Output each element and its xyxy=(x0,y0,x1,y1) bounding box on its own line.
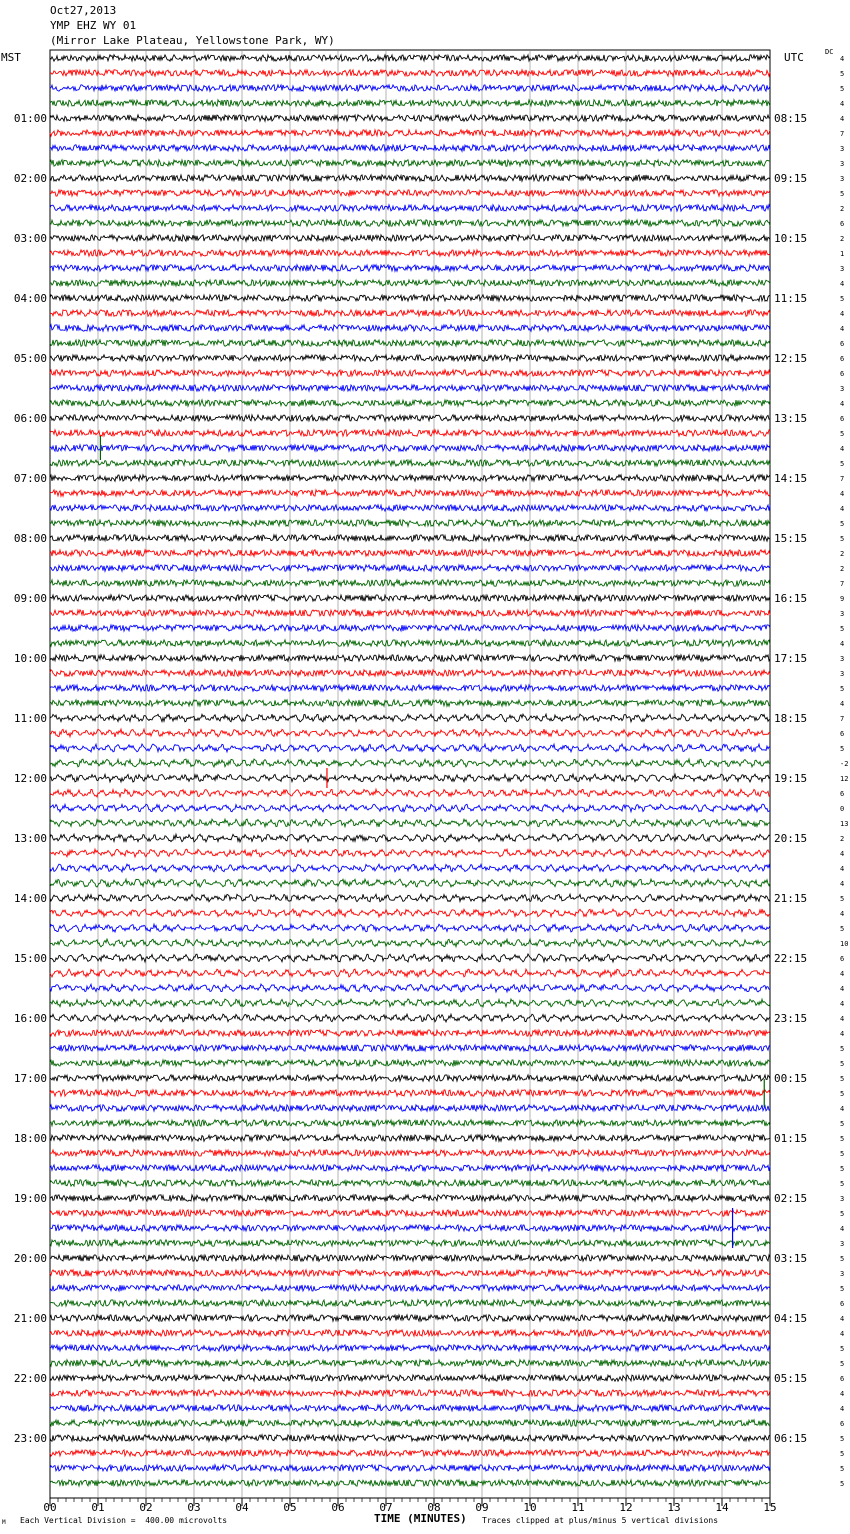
dc-offset-label: 9 xyxy=(840,595,845,603)
right-zone-label: UTC xyxy=(784,51,804,64)
left-time-label: 04:00 xyxy=(13,292,47,305)
dc-offset-label: 4 xyxy=(840,400,845,408)
trace-line xyxy=(50,355,770,361)
right-time-label: 20:15 xyxy=(774,832,808,845)
dc-offset-label: 4 xyxy=(840,55,845,63)
dc-offset-label: 12 xyxy=(840,775,849,783)
dc-offset-label: 5 xyxy=(840,1060,845,1068)
dc-offset-label: 3 xyxy=(840,610,845,618)
trace-line xyxy=(50,819,770,827)
right-time-label: 05:15 xyxy=(774,1372,808,1385)
dc-offset-label: 1 xyxy=(840,250,845,258)
dc-offset-label: 4 xyxy=(840,1405,845,1413)
dc-offset-label: 5 xyxy=(840,1150,845,1158)
left-time-label: 16:00 xyxy=(13,1012,47,1025)
trace-line xyxy=(50,340,770,346)
x-tick-label: 03 xyxy=(187,1501,201,1514)
dc-offset-label: 4 xyxy=(840,115,845,123)
dc-offset-label: 6 xyxy=(840,1375,845,1383)
trace-line xyxy=(50,1045,770,1051)
trace-line xyxy=(50,1060,770,1066)
trace-line xyxy=(50,1030,770,1036)
trace-line xyxy=(50,1300,770,1306)
right-time-label: 18:15 xyxy=(774,712,808,725)
dc-offset-label: 4 xyxy=(840,1105,845,1113)
left-time-label: 05:00 xyxy=(13,352,47,365)
trace-line xyxy=(50,1135,770,1141)
trace-line xyxy=(50,595,770,601)
trace-line xyxy=(50,939,770,947)
dc-offset-label: 4 xyxy=(840,310,845,318)
dc-offset-label: 5 xyxy=(840,1135,845,1143)
x-tick-label: 06 xyxy=(331,1501,345,1514)
left-time-label: 23:00 xyxy=(13,1432,47,1445)
trace-line xyxy=(50,729,770,737)
trace-line xyxy=(50,954,770,962)
trace-line xyxy=(50,1450,770,1456)
x-tick-label: 08 xyxy=(427,1501,441,1514)
dc-offset-label: 4 xyxy=(840,850,845,858)
trace-line xyxy=(50,415,770,421)
trace-line xyxy=(50,759,770,767)
dc-offset-label: 4 xyxy=(840,1225,845,1233)
trace-line xyxy=(50,909,770,917)
trace-line xyxy=(50,834,770,842)
left-time-label: 12:00 xyxy=(13,772,47,785)
right-time-label: 19:15 xyxy=(774,772,808,785)
right-time-label: 01:15 xyxy=(774,1132,808,1145)
trace-line xyxy=(50,460,770,466)
dc-offset-label: 5 xyxy=(840,1255,845,1263)
corner-mark: M xyxy=(2,1519,6,1526)
trace-line xyxy=(50,1240,770,1246)
dc-offset-label: 5 xyxy=(840,70,845,78)
trace-line xyxy=(50,1120,770,1126)
dc-offset-label: 6 xyxy=(840,1420,845,1428)
dc-offset-label: 5 xyxy=(840,1360,845,1368)
dc-offset-label: 4 xyxy=(840,325,845,333)
trace-line xyxy=(50,220,770,226)
dc-offset-label: 4 xyxy=(840,970,845,978)
trace-line xyxy=(50,550,770,556)
trace-line xyxy=(50,685,770,691)
header-location: (Mirror Lake Plateau, Yellowstone Park, WY) xyxy=(50,34,335,47)
trace-line xyxy=(50,160,770,166)
trace-line xyxy=(50,100,770,106)
trace-line xyxy=(50,1375,770,1381)
trace-line xyxy=(50,1360,770,1366)
dc-offset-label: 5 xyxy=(840,1465,845,1473)
x-tick-label: 13 xyxy=(667,1501,681,1514)
dc-offset-label: 3 xyxy=(840,1240,845,1248)
right-time-label: 12:15 xyxy=(774,352,808,365)
dc-offset-label: 2 xyxy=(840,205,845,213)
trace-line xyxy=(50,1420,770,1426)
right-time-label: 16:15 xyxy=(774,592,808,605)
trace-line xyxy=(50,655,770,661)
dc-offset-label: 5 xyxy=(840,895,845,903)
left-time-label: 07:00 xyxy=(13,472,47,485)
trace-line xyxy=(50,1315,770,1321)
trace-line xyxy=(50,625,770,631)
dc-offset-label: 4 xyxy=(840,1315,845,1323)
trace-line xyxy=(50,1435,770,1441)
right-time-label: 13:15 xyxy=(774,412,808,425)
clip-note: Traces clipped at plus/minus 5 vertical divisions xyxy=(482,1516,719,1525)
trace-line xyxy=(50,1390,770,1396)
dc-offset-label: 6 xyxy=(840,340,845,348)
dc-offset-label: 2 xyxy=(840,550,845,558)
header-date: Oct27,2013 xyxy=(50,4,117,17)
right-time-label: 11:15 xyxy=(774,292,808,305)
right-time-label: 00:15 xyxy=(774,1072,808,1085)
trace-line xyxy=(50,505,770,511)
left-time-label: 13:00 xyxy=(13,832,47,845)
trace-line xyxy=(50,445,770,451)
trace-line xyxy=(50,1014,770,1022)
x-tick-label: 11 xyxy=(571,1501,585,1514)
trace-line xyxy=(50,700,770,706)
dc-offset-label: 3 xyxy=(840,655,845,663)
x-tick-label: 00 xyxy=(43,1501,57,1514)
trace-line xyxy=(50,1165,770,1171)
left-time-label: 10:00 xyxy=(13,652,47,665)
dc-offset-label: -2 xyxy=(840,760,849,768)
trace-line xyxy=(50,969,770,977)
dc-offset-label: 2 xyxy=(840,235,845,243)
dc-offset-label: 6 xyxy=(840,370,845,378)
dc-offset-label: 4 xyxy=(840,1015,845,1023)
dc-offset-label: 4 xyxy=(840,490,845,498)
trace-line xyxy=(50,175,770,181)
trace-line xyxy=(50,400,770,406)
right-time-label: 04:15 xyxy=(774,1312,808,1325)
trace-line xyxy=(50,640,770,646)
dc-offset-label: 4 xyxy=(840,100,845,108)
dc-label: DC xyxy=(825,48,834,56)
dc-offset-label: 7 xyxy=(840,130,845,138)
left-time-label: 01:00 xyxy=(13,112,47,125)
x-tick-label: 04 xyxy=(235,1501,249,1514)
trace-line xyxy=(50,85,770,91)
dc-offset-label: 5 xyxy=(840,1075,845,1083)
dc-offset-label: 5 xyxy=(840,625,845,633)
x-tick-label: 09 xyxy=(475,1501,489,1514)
dc-offset-label: 3 xyxy=(840,145,845,153)
trace-line xyxy=(50,1090,770,1096)
dc-offset-label: 5 xyxy=(840,1480,845,1488)
trace-line xyxy=(50,670,770,676)
x-tick-label: 15 xyxy=(763,1501,777,1514)
trace-line xyxy=(50,1465,770,1471)
dc-offset-label: 4 xyxy=(840,910,845,918)
trace-line xyxy=(50,1330,770,1336)
right-time-label: 23:15 xyxy=(774,1012,808,1025)
trace-line xyxy=(50,535,770,541)
right-time-label: 21:15 xyxy=(774,892,808,905)
left-time-label: 20:00 xyxy=(13,1252,47,1265)
dc-offset-label: 6 xyxy=(840,355,845,363)
trace-line xyxy=(50,1150,770,1156)
trace-line xyxy=(50,1195,770,1201)
trace-line xyxy=(50,864,770,872)
dc-offset-label: 5 xyxy=(840,1090,845,1098)
dc-offset-label: 5 xyxy=(840,460,845,468)
trace-line xyxy=(50,580,770,586)
trace-line xyxy=(50,70,770,76)
dc-offset-label: 3 xyxy=(840,160,845,168)
trace-line xyxy=(50,1075,770,1081)
trace-line xyxy=(50,565,770,571)
dc-offset-label: 6 xyxy=(840,1300,845,1308)
dc-offset-label: 5 xyxy=(840,1180,845,1188)
trace-line xyxy=(50,205,770,211)
trace-line xyxy=(50,984,770,992)
trace-line xyxy=(50,1405,770,1411)
trace-line xyxy=(50,265,770,271)
header-station: YMP EHZ WY 01 xyxy=(50,19,137,32)
dc-offset-label: 3 xyxy=(840,175,845,183)
dc-offset-label: 10 xyxy=(840,940,849,948)
dc-offset-label: 2 xyxy=(840,835,845,843)
trace-line xyxy=(50,430,770,436)
left-time-label: 14:00 xyxy=(13,892,47,905)
dc-offset-label: 6 xyxy=(840,730,845,738)
dc-offset-label: 5 xyxy=(840,190,845,198)
trace-line xyxy=(50,310,770,316)
trace-line xyxy=(50,115,770,121)
trace-line xyxy=(50,55,770,61)
dc-offset-label: 7 xyxy=(840,715,845,723)
trace-line xyxy=(50,894,770,902)
x-tick-label: 02 xyxy=(139,1501,153,1514)
trace-line xyxy=(50,250,770,256)
x-tick-label: 14 xyxy=(715,1501,729,1514)
dc-offset-label: 4 xyxy=(840,865,845,873)
trace-line xyxy=(50,1270,770,1276)
scale-note: Each Vertical Division = 400.00 microvolts xyxy=(20,1516,228,1525)
trace-line xyxy=(50,804,770,812)
left-zone-label: MST xyxy=(1,51,21,64)
dc-offset-label: 5 xyxy=(840,925,845,933)
dc-offset-label: 0 xyxy=(840,805,845,813)
dc-offset-label: 4 xyxy=(840,1390,845,1398)
trace-line xyxy=(50,714,770,722)
x-axis-title: TIME (MINUTES) xyxy=(374,1512,467,1525)
left-time-label: 06:00 xyxy=(13,412,47,425)
trace-line xyxy=(50,744,770,752)
dc-offset-label: 4 xyxy=(840,1030,845,1038)
trace-line xyxy=(50,999,770,1007)
left-time-label: 17:00 xyxy=(13,1072,47,1085)
left-time-label: 02:00 xyxy=(13,172,47,185)
x-tick-label: 05 xyxy=(283,1501,297,1514)
dc-offset-label: 5 xyxy=(840,745,845,753)
trace-line xyxy=(50,520,770,526)
trace-line xyxy=(50,145,770,151)
dc-offset-label: 7 xyxy=(840,580,845,588)
dc-offset-label: 3 xyxy=(840,670,845,678)
dc-offset-label: 4 xyxy=(840,640,845,648)
trace-line xyxy=(50,924,770,932)
right-time-label: 02:15 xyxy=(774,1192,808,1205)
dc-offset-label: 5 xyxy=(840,1345,845,1353)
trace-line xyxy=(50,610,770,616)
trace-line xyxy=(50,879,770,887)
right-time-label: 08:15 xyxy=(774,112,808,125)
left-time-label: 09:00 xyxy=(13,592,47,605)
dc-offset-label: 5 xyxy=(840,535,845,543)
dc-offset-label: 5 xyxy=(840,1285,845,1293)
dc-offset-label: 3 xyxy=(840,385,845,393)
dc-offset-label: 5 xyxy=(840,430,845,438)
right-time-label: 14:15 xyxy=(774,472,808,485)
dc-offset-label: 4 xyxy=(840,445,845,453)
trace-line xyxy=(50,280,770,286)
dc-offset-label: 5 xyxy=(840,1210,845,1218)
dc-offset-label: 6 xyxy=(840,415,845,423)
dc-offset-label: 3 xyxy=(840,1195,845,1203)
dc-offset-label: 7 xyxy=(840,475,845,483)
trace-line xyxy=(50,1480,770,1486)
trace-line xyxy=(50,789,770,797)
trace-line xyxy=(50,490,770,496)
trace-line xyxy=(50,235,770,241)
trace-line xyxy=(50,190,770,196)
right-time-label: 17:15 xyxy=(774,652,808,665)
x-tick-label: 12 xyxy=(619,1501,633,1514)
trace-line xyxy=(50,295,770,301)
dc-offset-label: 4 xyxy=(840,505,845,513)
right-time-label: 10:15 xyxy=(774,232,808,245)
x-tick-label: 07 xyxy=(379,1501,393,1514)
trace-line xyxy=(50,774,770,782)
dc-offset-label: 5 xyxy=(840,295,845,303)
x-tick-label: 01 xyxy=(91,1501,105,1514)
right-time-label: 06:15 xyxy=(774,1432,808,1445)
dc-offset-label: 5 xyxy=(840,1435,845,1443)
trace-line xyxy=(50,1210,770,1216)
trace-line xyxy=(50,1105,770,1111)
dc-offset-label: 5 xyxy=(840,1450,845,1458)
right-time-label: 22:15 xyxy=(774,952,808,965)
right-time-label: 15:15 xyxy=(774,532,808,545)
trace-line xyxy=(50,1225,770,1231)
left-time-label: 08:00 xyxy=(13,532,47,545)
trace-line xyxy=(50,1345,770,1351)
dc-offset-label: 3 xyxy=(840,265,845,273)
left-time-label: 15:00 xyxy=(13,952,47,965)
trace-line xyxy=(50,130,770,136)
trace-line xyxy=(50,1285,770,1291)
dc-offset-label: 4 xyxy=(840,1330,845,1338)
dc-offset-label: 5 xyxy=(840,85,845,93)
dc-offset-label: 5 xyxy=(840,685,845,693)
trace-line xyxy=(50,325,770,331)
dc-offset-label: 2 xyxy=(840,565,845,573)
dc-offset-label: 13 xyxy=(840,820,849,828)
dc-offset-label: 6 xyxy=(840,790,845,798)
dc-offset-label: 4 xyxy=(840,880,845,888)
trace-line xyxy=(50,1180,770,1186)
trace-line xyxy=(50,370,770,376)
dc-offset-label: 6 xyxy=(840,955,845,963)
dc-offset-label: 3 xyxy=(840,1270,845,1278)
trace-line xyxy=(50,1255,770,1261)
dc-offset-label: 4 xyxy=(840,985,845,993)
dc-offset-label: 4 xyxy=(840,1000,845,1008)
dc-offset-label: 4 xyxy=(840,280,845,288)
right-time-label: 09:15 xyxy=(774,172,808,185)
dc-offset-label: 5 xyxy=(840,1165,845,1173)
left-time-label: 03:00 xyxy=(13,232,47,245)
right-time-label: 03:15 xyxy=(774,1252,808,1265)
left-time-label: 21:00 xyxy=(13,1312,47,1325)
dc-offset-label: 5 xyxy=(840,520,845,528)
dc-offset-label: 6 xyxy=(840,220,845,228)
left-time-label: 19:00 xyxy=(13,1192,47,1205)
x-tick-label: 10 xyxy=(523,1501,537,1514)
trace-line xyxy=(50,475,770,481)
dc-offset-label: 4 xyxy=(840,700,845,708)
dc-offset-label: 5 xyxy=(840,1045,845,1053)
left-time-label: 11:00 xyxy=(13,712,47,725)
trace-line xyxy=(50,849,770,857)
dc-offset-label: 5 xyxy=(840,1120,845,1128)
left-time-label: 18:00 xyxy=(13,1132,47,1145)
left-time-label: 22:00 xyxy=(13,1372,47,1385)
trace-line xyxy=(50,385,770,391)
